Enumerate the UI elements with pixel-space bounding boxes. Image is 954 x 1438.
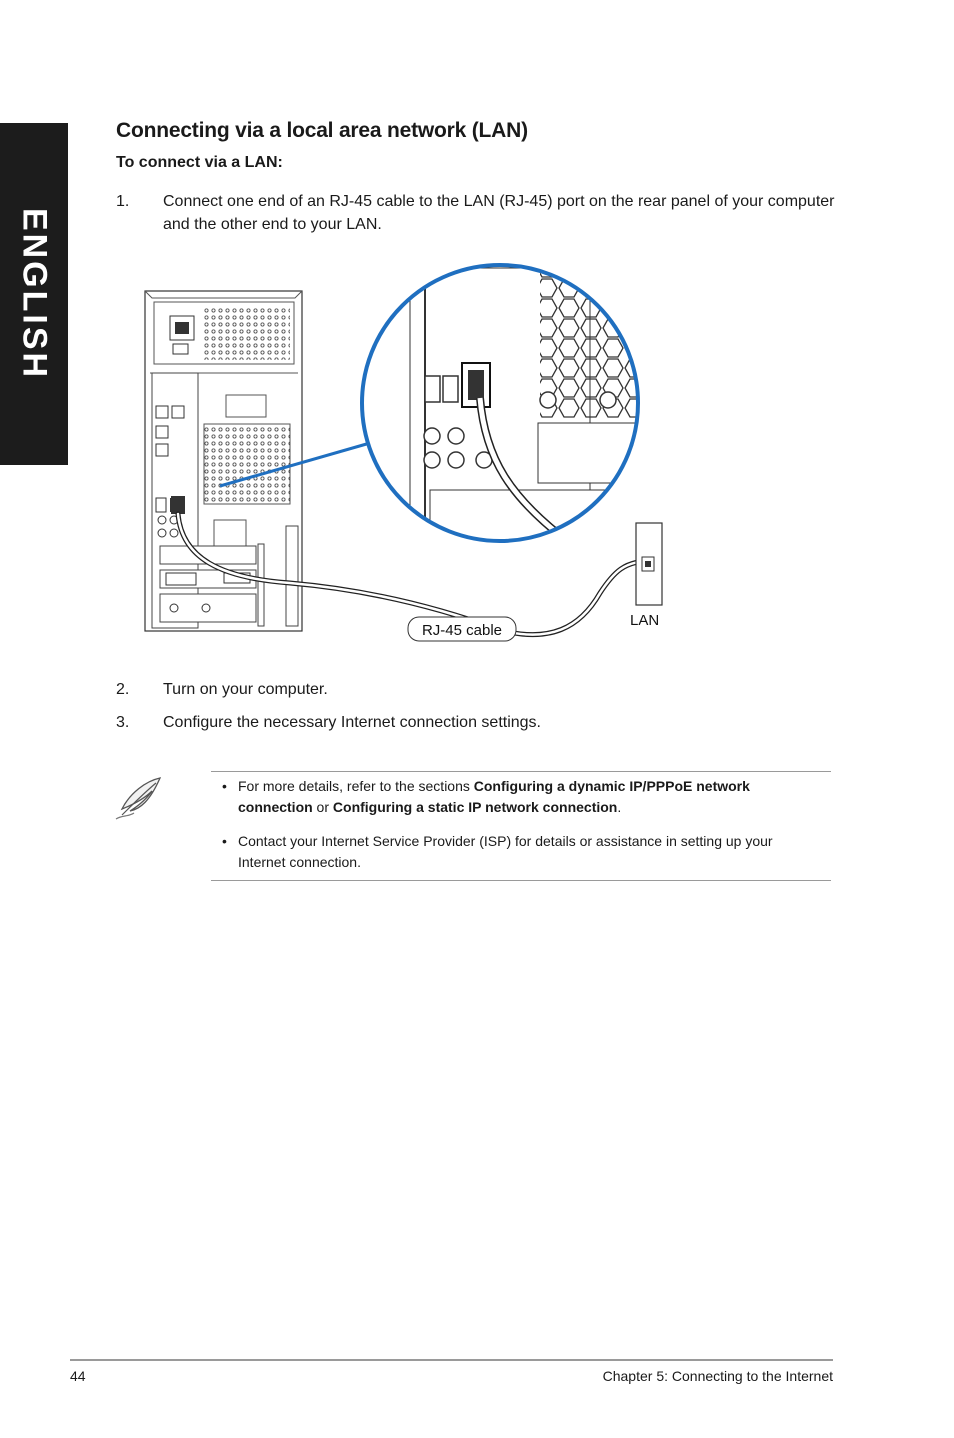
note-bottom-rule xyxy=(211,880,831,881)
section-reference-static: Configuring a static IP network connection xyxy=(332,799,618,815)
lan-wall-socket xyxy=(636,523,662,605)
page-number: 44 xyxy=(70,1368,86,1384)
step-text: Turn on your computer. xyxy=(163,681,328,698)
step-1 xyxy=(116,190,836,236)
step-number: 3. xyxy=(116,714,130,731)
footer-rule xyxy=(70,1359,833,1361)
step-2 xyxy=(116,678,836,701)
zoom-detail-circle xyxy=(362,258,648,550)
step-text: Connect one end of an RJ-45 cable to the LAN (RJ-45) port on the rear panel of your computer and the other end to your LAN. xyxy=(163,193,835,233)
section-reference-dynamic: Configuring a dynamic IP/PPPoE network connection xyxy=(238,778,750,815)
chapter-title: Chapter 5: Connecting to the Internet xyxy=(602,1368,833,1384)
note-text: For more details, refer to the sections Configuring a dynamic IP/PPPoE network connection or Configuring a static IP network connection. xyxy=(238,778,750,815)
procedure-subheading: To connect via a LAN: xyxy=(116,154,283,171)
rj45-cable-callout xyxy=(408,617,516,641)
note-item-2 xyxy=(222,831,822,873)
rj45-cable-label: RJ-45 cable xyxy=(421,622,503,639)
feather-pen-icon xyxy=(112,775,166,823)
language-side-tab xyxy=(0,123,68,465)
note-top-rule xyxy=(211,771,831,772)
step-3 xyxy=(116,711,836,734)
step-text: Configure the necessary Internet connection settings. xyxy=(163,714,541,731)
bullet: • xyxy=(222,778,227,794)
lan-connection-illustration xyxy=(140,258,680,648)
note-item-1 xyxy=(222,776,822,818)
bullet: • xyxy=(222,833,227,849)
note-text: Contact your Internet Service Provider (ISP) for details or assistance in setting up your Internet connection. xyxy=(238,833,773,870)
language-tab-label: ENGLISH xyxy=(15,207,54,381)
section-heading: Connecting via a local area network (LAN) xyxy=(116,119,528,142)
step-number: 1. xyxy=(116,193,130,210)
lan-label: LAN xyxy=(630,612,660,629)
step-number: 2. xyxy=(116,681,130,698)
